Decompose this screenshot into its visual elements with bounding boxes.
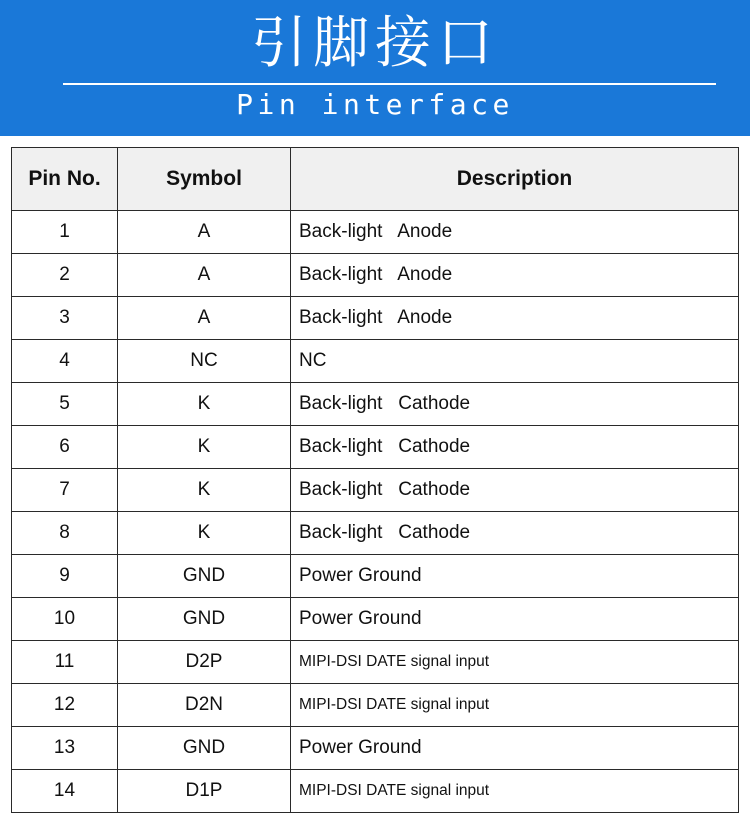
pin-number-cell: 11 xyxy=(12,641,118,684)
page-title: 引脚接口 xyxy=(251,11,499,76)
symbol-cell: K xyxy=(118,426,291,469)
symbol-cell: A xyxy=(118,297,291,340)
table-row xyxy=(12,469,739,512)
symbol-cell: GND xyxy=(118,555,291,598)
table-row xyxy=(12,426,739,469)
table-row xyxy=(12,684,739,727)
description-cell: Power Ground xyxy=(291,555,739,598)
pin-number-cell: 7 xyxy=(12,469,118,512)
description-cell: Back-light Cathode xyxy=(291,469,739,512)
column-header-pin-no: Pin No. xyxy=(12,148,118,211)
pin-table xyxy=(11,147,739,813)
description-cell: MIPI-DSI DATE signal input xyxy=(291,684,739,727)
description-cell: Back-light Anode xyxy=(291,211,739,254)
description-cell: Back-light Cathode xyxy=(291,426,739,469)
pin-number-cell: 12 xyxy=(12,684,118,727)
description-cell: Power Ground xyxy=(291,598,739,641)
pin-number-cell: 10 xyxy=(12,598,118,641)
symbol-cell: D2N xyxy=(118,684,291,727)
symbol-cell: GND xyxy=(118,727,291,770)
title-divider xyxy=(63,83,716,85)
description-cell: MIPI-DSI DATE signal input xyxy=(291,641,739,684)
table-row xyxy=(12,727,739,770)
symbol-cell: D1P xyxy=(118,770,291,813)
table-header-row xyxy=(12,148,739,211)
column-header-description: Description xyxy=(291,148,739,211)
page-subtitle: Pin interface xyxy=(236,88,514,121)
pin-number-cell: 9 xyxy=(12,555,118,598)
table-row xyxy=(12,340,739,383)
table-row xyxy=(12,598,739,641)
symbol-cell: GND xyxy=(118,598,291,641)
symbol-cell: A xyxy=(118,254,291,297)
table-row xyxy=(12,297,739,340)
table-row xyxy=(12,211,739,254)
table-row xyxy=(12,641,739,684)
table-row xyxy=(12,770,739,813)
symbol-cell: K xyxy=(118,383,291,426)
table-row xyxy=(12,383,739,426)
pin-number-cell: 14 xyxy=(12,770,118,813)
description-cell: Back-light Anode xyxy=(291,297,739,340)
symbol-cell: K xyxy=(118,512,291,555)
pin-number-cell: 8 xyxy=(12,512,118,555)
description-cell: Back-light Cathode xyxy=(291,512,739,555)
symbol-cell: K xyxy=(118,469,291,512)
pin-number-cell: 5 xyxy=(12,383,118,426)
pin-number-cell: 6 xyxy=(12,426,118,469)
symbol-cell: NC xyxy=(118,340,291,383)
symbol-cell: D2P xyxy=(118,641,291,684)
header-banner xyxy=(0,0,750,136)
description-cell: NC xyxy=(291,340,739,383)
table-row xyxy=(12,512,739,555)
pin-number-cell: 13 xyxy=(12,727,118,770)
pin-number-cell: 3 xyxy=(12,297,118,340)
table-row xyxy=(12,555,739,598)
description-cell: Back-light Cathode xyxy=(291,383,739,426)
description-cell: MIPI-DSI DATE signal input xyxy=(291,770,739,813)
description-cell: Power Ground xyxy=(291,727,739,770)
pin-number-cell: 2 xyxy=(12,254,118,297)
column-header-symbol: Symbol xyxy=(118,148,291,211)
symbol-cell: A xyxy=(118,211,291,254)
description-cell: Back-light Anode xyxy=(291,254,739,297)
pin-number-cell: 1 xyxy=(12,211,118,254)
pin-number-cell: 4 xyxy=(12,340,118,383)
table-row xyxy=(12,254,739,297)
